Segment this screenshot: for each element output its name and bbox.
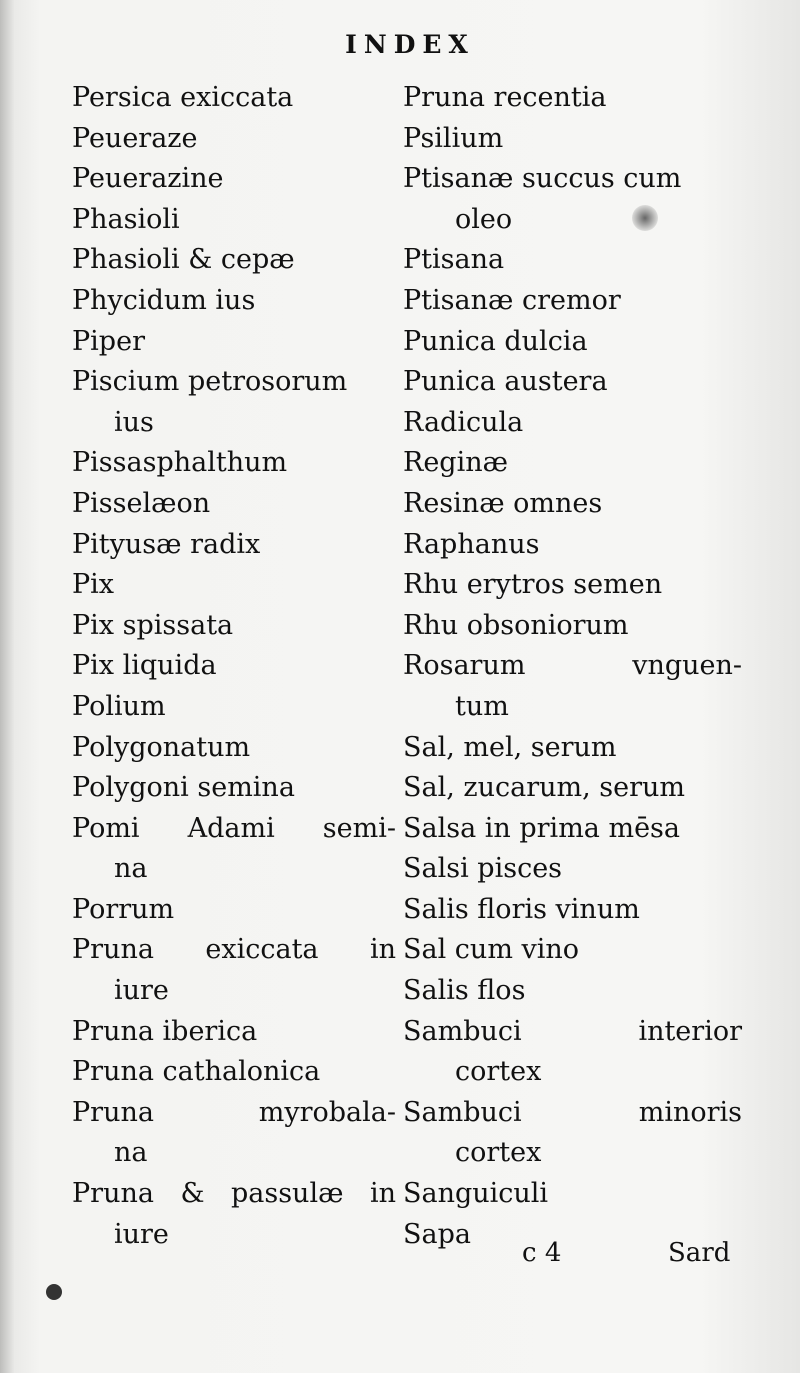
index-entry: Pruna & passulæ in [72,1178,396,1210]
index-entry: Sambuci minoris [403,1096,742,1128]
index-entry: Sanguiculi [403,1178,549,1210]
index-entry: cortex [455,1056,542,1088]
index-entry: Pruna cathalonica [72,1056,321,1088]
index-entry: Pix [72,569,115,601]
index-entry: Sal cum vino [403,934,580,966]
index-entry: Pruna iberica [72,1015,258,1047]
index-entry: Piper [72,325,145,357]
index-entry: Punica austera [403,366,608,398]
index-entry: Piscium petrosorum [72,366,348,398]
index-entry: Sal, mel, serum [403,731,617,763]
index-entry: Pruna myrobala- [72,1096,396,1128]
index-entry: Rhu erytros semen [403,569,663,601]
catchword: Sard [668,1238,731,1268]
index-entry: Rhu obsoniorum [403,609,629,641]
index-entry: cortex [455,1137,542,1169]
index-entry: iure [114,1218,169,1250]
page-edge-shadow [0,0,14,1373]
index-entry: Peuerazine [72,163,224,195]
index-entry: Pissasphalthum [72,447,288,479]
index-entry: Ptisanæ cremor [403,284,621,316]
signature-mark: c 4 [522,1238,562,1268]
index-entry: Reginæ [403,447,508,479]
index-entry: Pruna exiccata in [72,934,396,966]
index-entry: Salsa in prima mēsa [403,812,681,844]
index-entry: Rosarum vnguen- [403,650,742,682]
index-entry: Pomi Adami semi- [72,812,396,844]
index-entry: Pix liquida [72,650,217,682]
index-entry: na [114,853,148,885]
index-entry: Sambuci interior [403,1015,742,1047]
index-entry: Phasioli & cepæ [72,244,295,276]
index-entry: Porrum [72,893,175,925]
index-entry: Sal, zucarum, serum [403,772,686,804]
index-entry: Phasioli [72,203,180,235]
index-entry: oleo [455,203,513,235]
index-entry: Peueraze [72,122,198,154]
index-entry: iure [114,975,169,1007]
index-entry: Radicula [403,406,524,438]
index-entry: Salsi pisces [403,853,563,885]
index-entry: Ptisana [403,244,505,276]
index-entry: Pix spissata [72,609,234,641]
index-entry: Pityusæ radix [72,528,261,560]
page-header: INDEX [345,30,475,59]
index-entry: Punica dulcia [403,325,588,357]
index-entry: Pruna recentia [403,82,607,113]
index-column-right [403,78,748,1255]
index-entry: Persica exiccata [72,82,294,113]
index-entry: Phycidum ius [72,284,256,316]
index-entry: Polygonatum [72,731,251,763]
index-entry: Polygoni semina [72,772,295,804]
index-entry: Psilium [403,122,504,154]
index-entry: Salis flos [403,975,526,1007]
index-entry: na [114,1137,148,1169]
ink-dot [46,1284,62,1300]
index-entry: ius [114,406,154,438]
index-entry: Polium [72,690,166,722]
index-entry: Pisselæon [72,487,211,519]
index-entry: Sapa [403,1218,471,1250]
index-column-left [72,78,402,1255]
index-entry: Raphanus [403,528,540,560]
index-entry: Ptisanæ succus cum [403,163,682,195]
index-entry: tum [455,690,509,722]
index-entry: Resinæ omnes [403,487,603,519]
index-entry: Salis floris vinum [403,893,640,925]
